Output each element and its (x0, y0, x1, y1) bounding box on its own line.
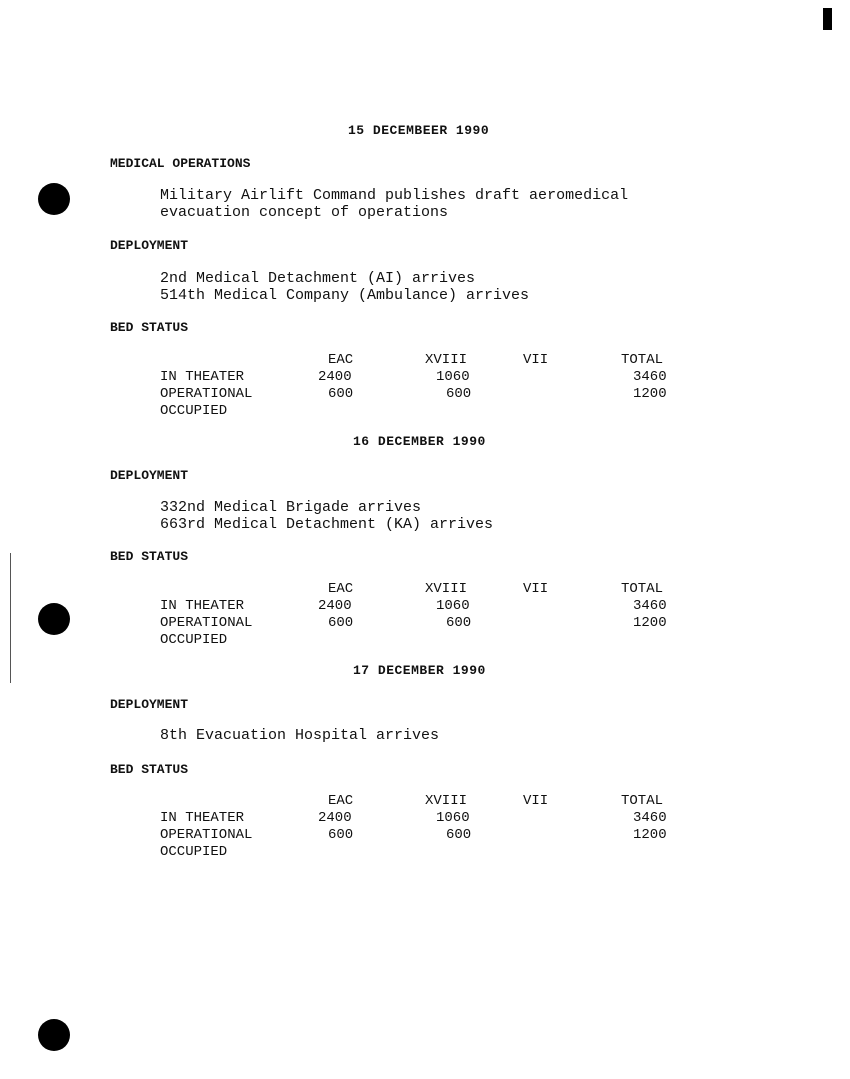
column-header-total: TOTAL (621, 352, 664, 368)
row-label: OPERATIONAL (160, 827, 253, 843)
section-line: 8th Evacuation Hospital arrives (160, 727, 440, 744)
column-header-xviii: XVIII (425, 352, 468, 368)
day-date: 15 DECEMBEER 1990 (348, 123, 490, 138)
cell-total: 1200 (633, 386, 667, 402)
punch-hole-middle (38, 603, 70, 635)
column-header-vii: VII (523, 793, 549, 809)
row-label: OPERATIONAL (160, 615, 253, 631)
cell-xviii: 600 (446, 615, 472, 631)
row-label: OCCUPIED (160, 844, 228, 860)
section-line: 2nd Medical Detachment (AI) arrives (160, 270, 476, 287)
section-heading-deployment: DEPLOYMENT (110, 468, 189, 483)
punch-hole-bottom (38, 1019, 70, 1051)
section-heading-deployment: DEPLOYMENT (110, 697, 189, 712)
cell-total: 1200 (633, 827, 667, 843)
row-label: IN THEATER (160, 598, 245, 614)
cell-eac: 2400 (318, 810, 352, 826)
row-label: IN THEATER (160, 810, 245, 826)
bed-status-heading: BED STATUS (110, 320, 189, 335)
row-label: IN THEATER (160, 369, 245, 385)
cell-xviii: 600 (446, 386, 472, 402)
section-line: 663rd Medical Detachment (KA) arrives (160, 516, 494, 533)
cell-eac: 2400 (318, 598, 352, 614)
section-heading-deployment: DEPLOYMENT (110, 238, 189, 253)
bed-status-heading: BED STATUS (110, 549, 189, 564)
cell-total: 3460 (633, 810, 667, 826)
section-line: evacuation concept of operations (160, 204, 449, 221)
cell-total: 3460 (633, 598, 667, 614)
row-label: OCCUPIED (160, 403, 228, 419)
column-header-eac: EAC (328, 352, 354, 368)
section-heading-medical-operations: MEDICAL OPERATIONS (110, 156, 251, 171)
punch-hole-top (38, 183, 70, 215)
cell-eac: 600 (328, 827, 354, 843)
column-header-vii: VII (523, 581, 549, 597)
column-header-xviii: XVIII (425, 793, 468, 809)
cell-eac: 600 (328, 386, 354, 402)
row-label: OCCUPIED (160, 632, 228, 648)
cell-eac: 2400 (318, 369, 352, 385)
cell-total: 1200 (633, 615, 667, 631)
cell-xviii: 1060 (436, 369, 470, 385)
section-line: 332nd Medical Brigade arrives (160, 499, 422, 516)
column-header-total: TOTAL (621, 581, 664, 597)
cell-xviii: 1060 (436, 810, 470, 826)
cell-total: 3460 (633, 369, 667, 385)
bed-status-heading: BED STATUS (110, 762, 189, 777)
scan-edge-line (10, 553, 11, 683)
row-label: OPERATIONAL (160, 386, 253, 402)
column-header-xviii: XVIII (425, 581, 468, 597)
column-header-total: TOTAL (621, 793, 664, 809)
section-line: Military Airlift Command publishes draft aeromedical (160, 187, 629, 204)
cell-eac: 600 (328, 615, 354, 631)
day-date: 17 DECEMBER 1990 (353, 663, 486, 678)
column-header-eac: EAC (328, 793, 354, 809)
column-header-vii: VII (523, 352, 549, 368)
column-header-eac: EAC (328, 581, 354, 597)
section-line: 514th Medical Company (Ambulance) arrives (160, 287, 530, 304)
edge-mark (823, 8, 832, 30)
cell-xviii: 1060 (436, 598, 470, 614)
cell-xviii: 600 (446, 827, 472, 843)
day-date: 16 DECEMBER 1990 (353, 434, 486, 449)
